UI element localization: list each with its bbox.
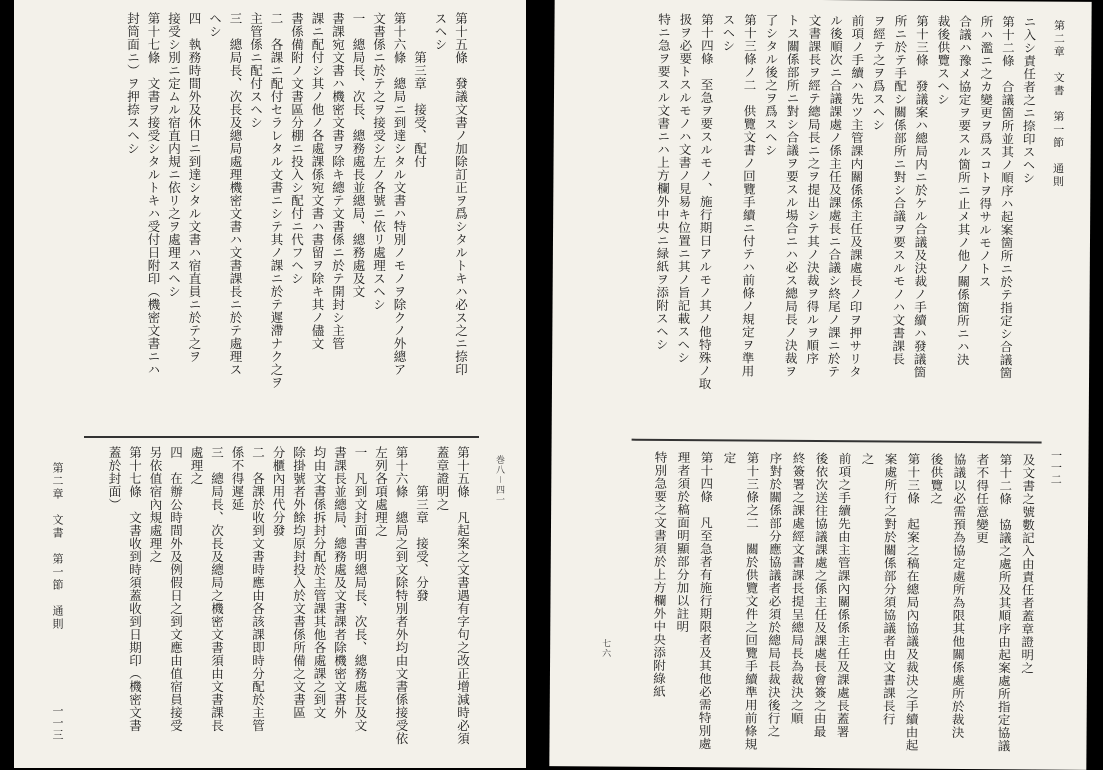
left-page [14,0,526,768]
text-column: 第十七條 文書ヲ接受シタルトキハ受付日附印（機密文書ニハ [146,12,161,376]
text-column: ル後順次ニ合議課處ノ係主任及課處長ニ合議シ終尾ノ課ニ於テ [826,14,844,379]
text-column: 第十六條 總局ニ到達シタル文書ハ特別ノモノヲ除クノ外總ア [392,12,407,376]
text-column: 另依值宿內規處理之 [148,446,163,563]
text-column: 四 執務時間外及休日ニ到達シタル文書ハ宿直員ニ於テ之ヲ [187,12,202,363]
right-page [549,0,1091,770]
text-column: 一 凡到文封面書明總局長、次長、總務處長及文 [353,446,368,732]
page-mark: 七六 [600,638,611,659]
text-column: 課ニ配付シ其ノ他ノ各處課係宛文書ハ書留ヲ除キ其ノ儘文 [310,12,325,350]
text-column: 第十二條 合議箇所並其ノ順序ハ起案箇所ニ於テ指定シ合議箇 [998,15,1016,380]
text-column: 除掛號者外餘均原封投入於文書係所備之文書區 [291,446,307,719]
text-column: ヲ經テ之ヲ爲スヘシ [870,14,887,132]
text-column: 文書課長ヲ經テ總局長ニ之ヲ提出シテ其ノ決裁ヲ得ルヲ順序 [804,13,823,365]
text-column: 第十五條 發議文書ノ加除訂正ヲ爲シタルトキハ必ス之ニ捺印 [453,12,469,376]
running-header: 第二章 文書 第一節 通則 [1051,19,1066,189]
text-column: 接受シ別ニ定ムル宿直内規ニ依リ之ヲ處理スヘシ [166,12,182,298]
text-column: 封筒面ニ）ヲ押捺スヘシ [125,12,141,155]
text-column: 書係備附ノ文書區分棚ニ投入シ配付ニ代フヘシ [289,12,305,285]
text-column: 係不得遲延 [230,446,245,511]
text-column: 特別急要之文書須於上方欄外中央添附綠紙 [651,450,669,698]
text-column: 前項之手續先由主管課內關係係主任及課處長蓋署 [835,452,853,739]
text-column: 第十七條 文書收到時須蓋收到日期印（機密文書 [127,446,143,732]
text-column: 主管係ニ配付スヘシ [248,12,264,129]
text-column: 蓋於封面） [107,446,122,511]
text-column: 書課長並總局、總務處及文書課者除機密文書外 [332,446,348,719]
running-header: 第二章 文書 第一節 通則 [51,462,64,631]
text-column: 所ニ於テ手配シ關係部所ニ對シ合議ヲ要スルモノハ文書課長 [890,14,909,366]
text-column: 二 各課於收到文書時應由各該課即時分配於主管 [250,446,266,732]
text-column: 第十四條 凡至急者有施行期限者及其他必需特別處 [696,451,715,751]
text-column: 協議以必需預為協定處所為限其他關係處所於裁決 [950,452,968,740]
text-column: 第十二條 協議之處所及其順序由起案處所指定協議 [995,453,1014,753]
page-number: 一一三 [51,705,64,741]
text-column: 第十三條之二 關於供覽文件之回覽手續準用前條規 [742,451,761,751]
section-divider [84,436,479,438]
text-column: 前項ノ手續ハ先ツ主管課内關係係主任及課處長ノ印ヲ押サリタ [847,14,866,379]
text-column: 二 各課ニ配付セラレタル文書ニシテ其ノ課ニ於テ遲滯ナク之ヲ [269,12,284,389]
text-column: 所ハ濫ニ之カ變更ヲ爲スコトヲ得サルモノトス [977,15,995,289]
text-column: 及文書之號數記入由責任者蓋章證明之 [1019,453,1037,675]
text-column: 特ニ急ヲ要スル文書ニハ上方欄外中央ニ緑紙ヲ添附スヘシ [654,12,672,351]
text-column: ニ入シ責任者之ニ捺印スヘシ [1020,15,1038,185]
text-column: 第十五條 凡起案之文書遇有字句之改正增減時必須 [455,446,471,745]
text-column: 處理之 [189,446,204,485]
text-column: 第十四條 至急ヲ要スルモノ、施行期日アルモノ其ノ他特殊ノ取 [696,13,715,391]
text-column: 後依次送往協議課處之係主任及課處長會簽之由最 [812,451,830,739]
text-column: 均由文書係拆封分配於主管課其他各處課之到文 [312,446,327,719]
text-column: 案處所行之對於關係部分須協議者由文書課長行 [881,452,899,726]
text-column: 第十三條ノ二 供覽文書ノ回覽手續ニ付テハ前條ノ規定ヲ準用 [740,13,758,378]
text-column: 裁後供覽スヘシ [935,14,952,106]
text-column: 序對於關係部分應協議者必須於總局長裁決後行之 [766,451,784,738]
text-column: 終簽署之課處經文書課長提呈總局長為裁決之順 [789,451,807,725]
text-column: 一 總局長、次長、總務處長並總局、總務處及文 [351,12,366,298]
text-column: 者不得任意變更 [974,453,991,545]
text-column: 第十三條 發議案ハ總局内ニ於ケル合議及決裁ノ手續ハ發議箇 [912,14,930,379]
text-column: 三 總局長、次長及總局處理機密文書ハ文書課長ニ於テ處理ス [228,12,243,376]
text-column: 合議ハ豫メ協定ヲ要スル箇所ニ止メ其ノ他ノ關係箇所ニハ決 [955,14,973,367]
text-column: 了シタル後之ヲ爲スヘシ [763,13,780,157]
text-column: 後供覽之 [928,452,945,505]
text-column: トス關係部所ニ對シ合議ヲ要スル場合ニハ必ス總局長ノ決裁ヲ [783,13,801,378]
text-column: 文書係ニ於テ之ヲ接受シ左ノ各號ニ依リ處理スヘシ [371,12,387,311]
text-column: 理者須於稿面明顯部分加以註明 [674,450,692,634]
text-column: 分櫃內用代分發 [271,446,286,537]
text-column: 蓋章證明之 [435,446,450,511]
text-column: 左列各項處理之 [373,446,389,537]
text-column: 第十六條 總局之到文除特別者外均由文書係接受依 [394,446,409,745]
text-column: 扱ヲ必要トスルモノハ文書ノ見易キ位置ニ其ノ旨記載スヘシ [675,12,694,365]
text-column: ヘシ [207,12,223,38]
text-column: 第三章 接受、配付 [412,12,428,168]
text-column: スヘシ [433,12,448,51]
text-column: スヘシ [720,13,737,53]
text-column: 之 [859,452,876,466]
center-stamp: 巻八－四一 [494,455,504,506]
text-column: 三 總局長、次長及總局之機密文書須由文書課長 [209,446,225,732]
text-column: 書課宛文書ハ機密文書ヲ除キ總テ文書係ニ於テ開封シ主管 [330,12,346,350]
text-column: 定 [721,451,738,465]
text-column: 四 在辦公時間外及例假日之到文應由值宿員接受 [168,446,184,732]
page-number: 一一二 [1049,449,1063,486]
section-divider [632,439,1042,443]
text-column: 第十三條 起案之稿在總局內協議及裁決之手續由起 [903,452,922,752]
text-column: 第三章 接受、分發 [414,446,430,602]
